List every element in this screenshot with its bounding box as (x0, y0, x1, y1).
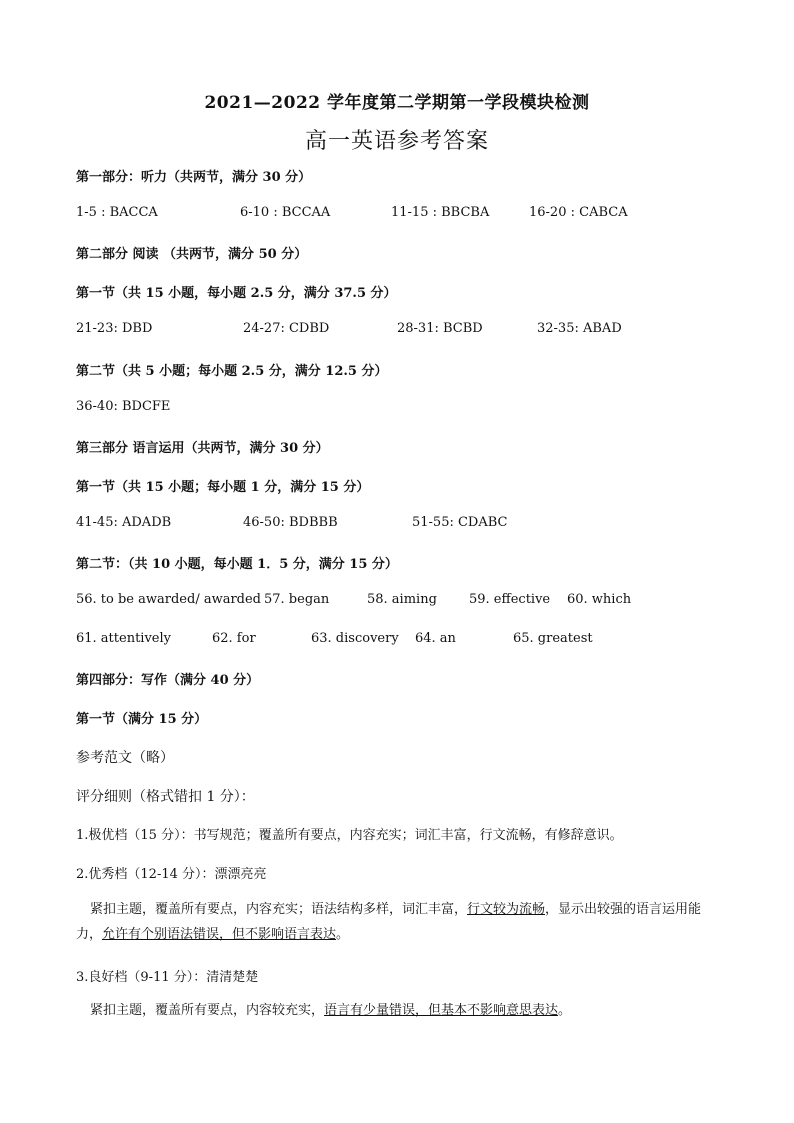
answer-item: 62. for (212, 631, 256, 646)
part2-section1-heading: 第一节（共 15 小题，每小题 2.5 分，满分 37.5 分） (76, 286, 397, 301)
answer-item: 59. effective (469, 592, 551, 607)
scoring-rules-title: 评分细则（格式错扣 1 分）： (76, 789, 255, 805)
answer-group: 6-10 : BCCAA (240, 205, 331, 220)
answer-item: 63. discovery (311, 631, 399, 646)
level2-desc-text: 紧扣主题，覆盖所有要点，内容充实；语法结构多样，词汇丰富， (90, 902, 468, 917)
sample-essay-note: 参考范文（略） (76, 750, 174, 766)
document-title: 2021—2022 学年度第二学期第一学段模块检测 (204, 93, 590, 113)
part3-section1-answers-row (76, 515, 736, 533)
level3-underline-errors: 语言有少量错误，但基本不影响意思表达 (324, 1003, 559, 1018)
part2-heading: 第二部分 阅读 （共两节，满分 50 分） (76, 247, 308, 262)
part3-section2-answers-row1 (76, 592, 736, 610)
answer-group: 24-27: CDBD (243, 321, 330, 336)
answer-group: 32-35: ABAD (537, 321, 622, 336)
answer-group: 41-45: ADADB (76, 515, 172, 530)
answer-group: 51-55: CDABC (412, 515, 508, 530)
part3-heading: 第三部分 语言运用（共两节，满分 30 分） (76, 441, 329, 456)
level3-description (76, 998, 726, 1023)
document-subtitle: 高一英语参考答案 (304, 129, 489, 154)
part2-section1-answers-row (76, 321, 736, 339)
answer-item: 61. attentively (76, 631, 171, 646)
answer-group: 1-5 : BACCA (76, 205, 158, 220)
answer-item: 58. aiming (367, 592, 437, 607)
answer-group: 16-20 : CABCA (529, 205, 628, 220)
level2-desc-text: 。 (336, 927, 350, 942)
level2-description (76, 897, 726, 947)
answer-item: 57. began (264, 592, 330, 607)
part3-section2-answers-row2 (76, 631, 736, 649)
part1-answers-row (76, 205, 736, 223)
part4-section1-heading: 第一节（满分 15 分） (76, 712, 208, 727)
answer-item: 64. an (415, 631, 456, 646)
part1-heading: 第一部分：听力（共两节，满分 30 分） (76, 170, 312, 185)
answer-item: 56. to be awarded/ awarded (76, 592, 262, 607)
part2-section2-heading: 第二节（共 5 小题；每小题 2.5 分，满分 12.5 分） (76, 364, 388, 379)
answer-group: 28-31: BCBD (397, 321, 483, 336)
level3-title: 3.良好档（9-11 分）：清清楚楚 (76, 970, 259, 985)
answer-item: 60. which (567, 592, 632, 607)
level3-desc-text: 。 (558, 1003, 572, 1018)
answer-group: 36-40: BDCFE (76, 399, 171, 414)
answer-group: 11-15 : BBCBA (391, 205, 490, 220)
answer-group: 21-23: DBD (76, 321, 153, 336)
answer-item: 65. greatest (513, 631, 593, 646)
answer-group: 46-50: BDBBB (243, 515, 338, 530)
level2-title: 2.优秀档（12-14 分）：漂漂亮亮 (76, 867, 267, 882)
level2-underline-errors: 允许有个别语法错误，但不影响语言表达 (102, 927, 337, 942)
part4-heading: 第四部分：写作（满分 40 分） (76, 673, 260, 688)
level2-underline-fluency: 行文较为流畅 (467, 902, 546, 917)
level3-desc-text: 紧扣主题，覆盖所有要点，内容较充实， (90, 1003, 325, 1018)
part3-section1-heading: 第一节（共 15 小题；每小题 1 分，满分 15 分） (76, 480, 370, 495)
level2-desc-text: ，显示出较强的语言运用能力， (76, 902, 702, 942)
level1-criteria: 1.极优档（15 分）：书写规范；覆盖所有要点，内容充实；词汇丰富，行文流畅，有修辞意识。 (76, 828, 623, 843)
part3-section2-heading: 第二节：（共 10 小题，每小题 1．5 分，满分 15 分） (76, 557, 398, 572)
